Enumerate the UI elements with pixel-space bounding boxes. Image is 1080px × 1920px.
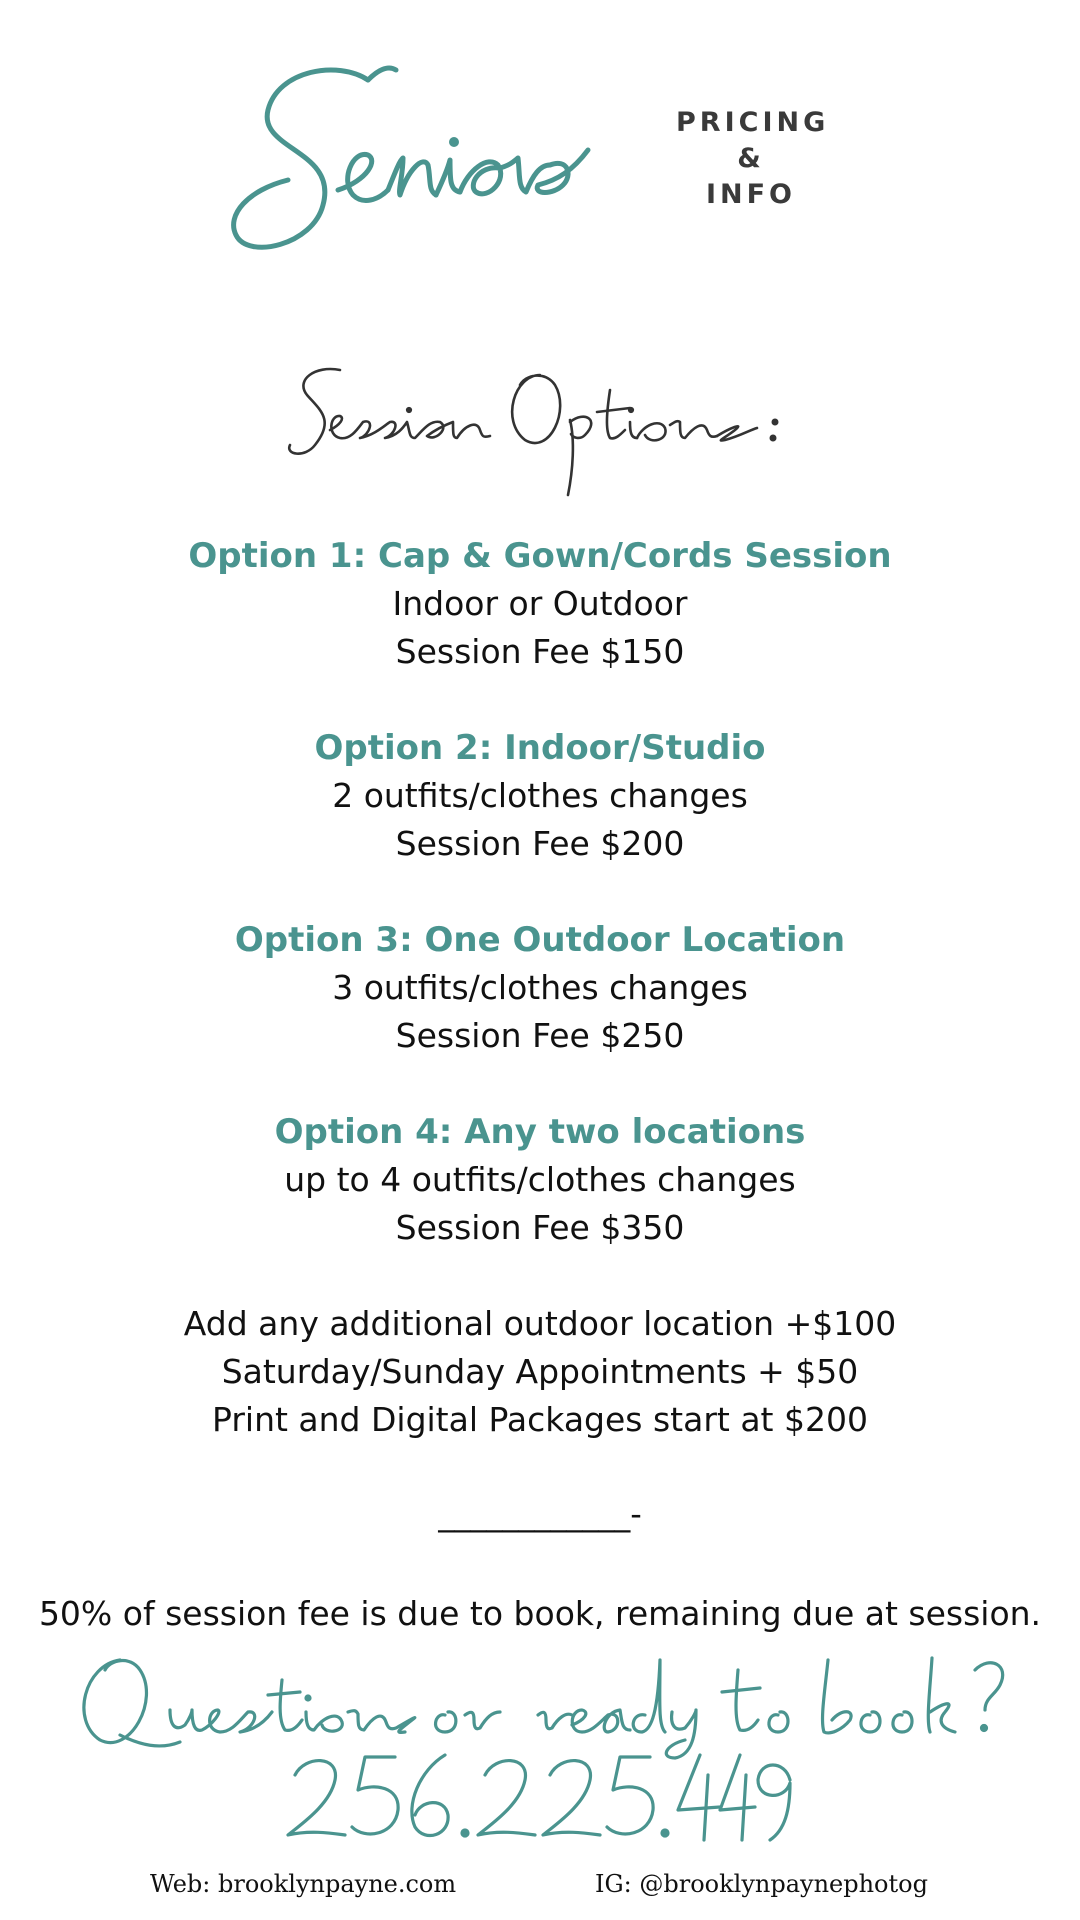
pricing-line: & xyxy=(737,143,765,174)
questions-script-cta xyxy=(60,1640,1020,1760)
seniors-script-title xyxy=(228,40,688,270)
extras-block xyxy=(0,1300,1080,1444)
pricing-info-label xyxy=(676,105,830,213)
pricing-line: PRICING xyxy=(676,107,830,138)
footer-instagram-handle[interactable]: IG: @brooklynpaynephotog xyxy=(595,1870,928,1898)
option-block xyxy=(0,916,1080,1060)
deposit-note: 50% of session fee is due to book, remaining due at session. xyxy=(38,1594,1042,1633)
option-title: Option 1: Cap & Gown/Cords Session xyxy=(188,536,892,576)
pricing-line: INFO xyxy=(705,179,797,210)
option-block xyxy=(0,532,1080,676)
option-block xyxy=(0,724,1080,868)
session-options-script-heading xyxy=(285,350,805,500)
option-fee: Session Fee $200 xyxy=(395,824,685,863)
option-fee: Session Fee $350 xyxy=(395,1208,685,1247)
option-detail: Indoor or Outdoor xyxy=(392,584,688,623)
option-title: Option 2: Indoor/Studio xyxy=(314,728,766,768)
extra-item: Saturday/Sunday Appointments + $50 xyxy=(221,1352,859,1391)
option-detail: up to 4 outfits/clothes changes xyxy=(284,1160,796,1199)
extra-item: Add any additional outdoor location +$100 xyxy=(183,1304,897,1343)
footer-web-link[interactable]: Web: brooklynpayne.com xyxy=(150,1870,457,1898)
option-detail: 2 outfits/clothes changes xyxy=(332,776,748,815)
divider-line: ____________- xyxy=(438,1495,642,1533)
option-detail: 3 outfits/clothes changes xyxy=(332,968,748,1007)
option-title: Option 3: One Outdoor Location xyxy=(234,920,846,960)
session-options-list xyxy=(0,532,1080,1444)
option-fee: Session Fee $250 xyxy=(395,1016,685,1055)
option-fee: Session Fee $150 xyxy=(395,632,685,671)
phone-number-script xyxy=(280,1745,800,1855)
extra-item: Print and Digital Packages start at $200 xyxy=(212,1400,868,1439)
option-block xyxy=(0,1108,1080,1252)
option-title: Option 4: Any two locations xyxy=(274,1112,806,1152)
